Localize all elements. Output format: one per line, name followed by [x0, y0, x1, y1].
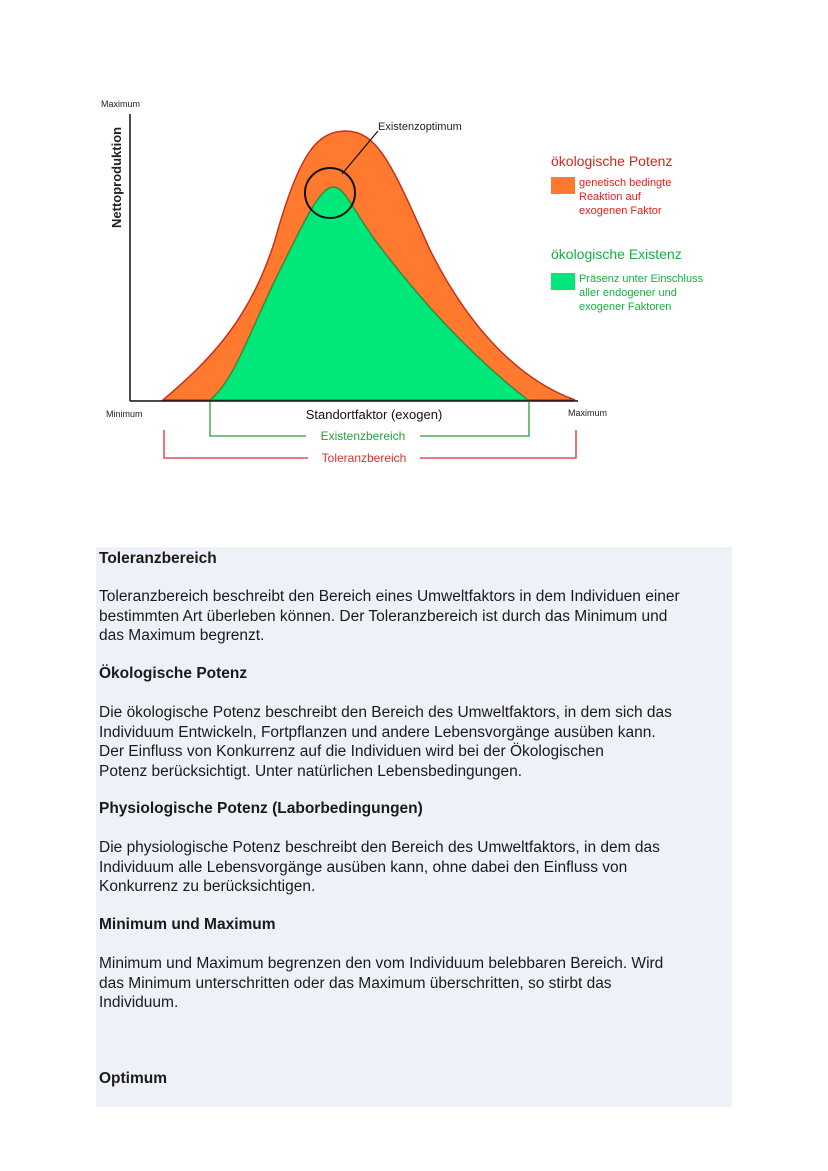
legend-potenz-title: ökologische Potenz	[551, 153, 673, 169]
tolerance-range-label: Toleranzbereich	[321, 451, 407, 465]
heading-physiologische-potenz: Physiologische Potenz (Laborbedingungen)	[99, 800, 423, 817]
heading-optimum: Optimum	[99, 1070, 168, 1087]
tolerance-range-bracket	[164, 430, 308, 458]
legend-existenz-desc-1: Präsenz unter Einschluss	[579, 273, 704, 285]
ecological-potency-diagram	[0, 0, 828, 480]
heading-toleranzbereich: Toleranzbereich	[99, 550, 217, 567]
x-max-label: Maximum	[568, 408, 608, 418]
optimum-label: Existenzoptimum	[378, 121, 462, 133]
y-axis-title: Nettoproduktion	[109, 126, 124, 228]
legend-potenz-desc-1: genetisch bedingte	[579, 177, 672, 189]
legend-potenz-desc-3: exogenen Faktor	[579, 205, 662, 217]
existence-range-bracket	[210, 402, 306, 436]
heading-minimum-maximum: Minimum und Maximum	[99, 916, 276, 933]
text-toleranzbereich: Toleranzbereich beschreibt den Bereich eines Umweltfaktors in dem Individuen einer bestimmten Art überleben können. Der Toleranzbereich ist durch das Minimum und das Maximum begrenzt.	[99, 588, 680, 644]
notes-panel	[96, 547, 732, 1107]
legend-existenz-swatch	[551, 273, 575, 290]
legend-potenz-desc-2: Reaktion auf	[579, 191, 641, 203]
legend-existenz-title: ökologische Existenz	[551, 246, 682, 262]
text-minimum-maximum: Minimum und Maximum begrenzen den vom Individuum belebbaren Bereich. Wird das Minimum unterschritten oder das Maximum überschritten, so stirbt das Individuum.	[99, 955, 664, 1011]
legend-existenz-desc-2: aller endogener und	[579, 287, 677, 299]
tolerance-range-bracket-right	[420, 430, 576, 458]
y-max-label: Maximum	[101, 99, 141, 109]
text-physiologische-potenz: Die physiologische Potenz beschreibt den Bereich des Umweltfaktors, in dem das Individuum alle Lebensvorgänge ausüben kann, ohne dabei den Einfluss von Konkurrenz zu berücksichtigen.	[99, 839, 660, 895]
existence-range-label: Existenzbereich	[320, 429, 406, 443]
x-min-label: Minimum	[106, 409, 143, 419]
x-axis-title: Standortfaktor (exogen)	[305, 407, 443, 422]
text-oekologische-potenz: Die ökologische Potenz beschreibt den Bereich des Umweltfaktors, in dem sich das Individuum Entwickeln, Fortpflanzen und andere Lebensvorgänge ausüben kann. Der Einfluss von Konkurrenz auf die Individuen wird bei der Ökologischen Potenz berücksichtigt. Unter natürlichen Lebensbedingungen.	[99, 704, 672, 780]
heading-oekologische-potenz: Ökologische Potenz	[99, 665, 248, 682]
legend-potenz-swatch	[551, 177, 575, 194]
legend-existenz-desc-3: exogener Faktoren	[579, 301, 672, 313]
